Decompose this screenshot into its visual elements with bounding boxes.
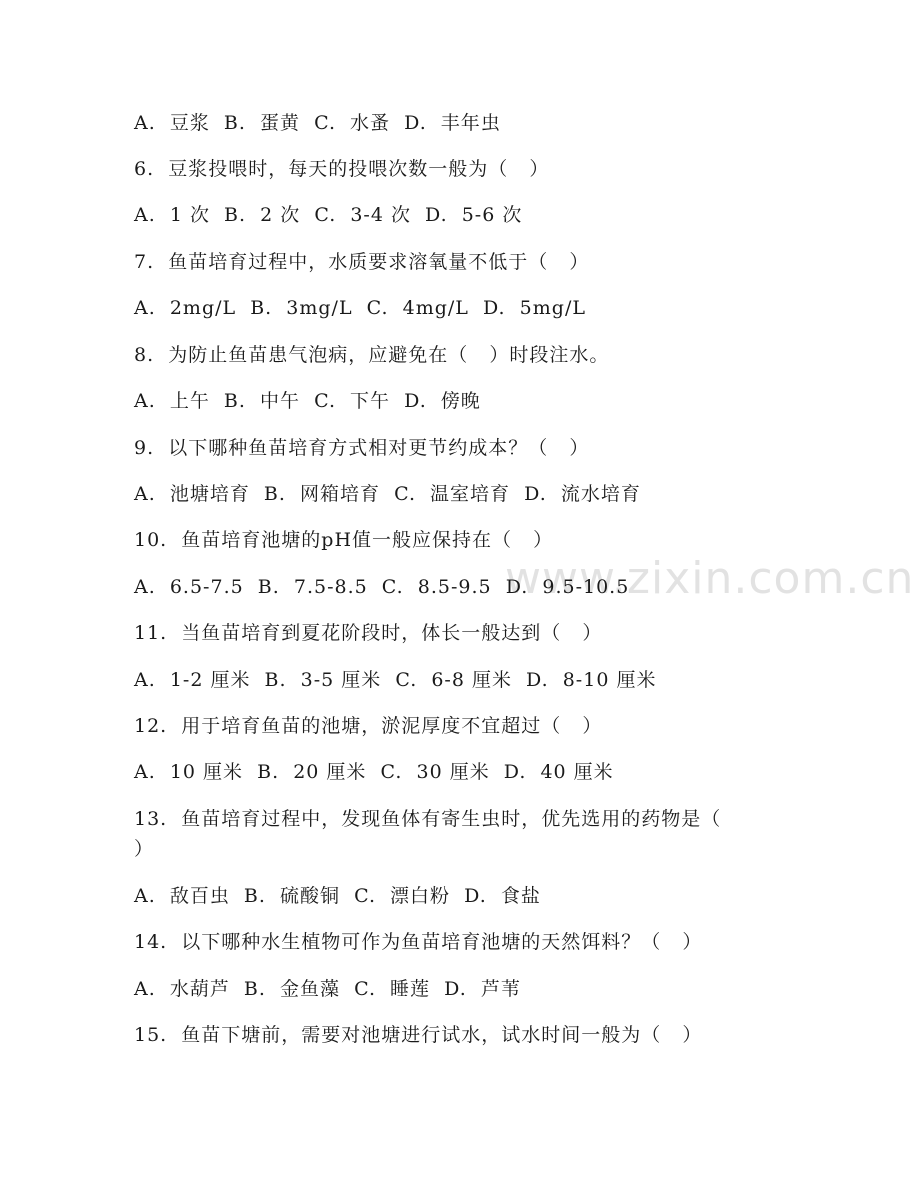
answer-options-q12: A. 10 厘米 B. 20 厘米 C. 30 厘米 D. 40 厘米 (134, 761, 614, 783)
answer-options-q6: A. 1 次 B. 2 次 C. 3-4 次 D. 5-6 次 (134, 204, 523, 226)
question-13: 13. 鱼苗培育过程中，发现鱼体有寄生虫时，优先选用的药物是（ (134, 808, 722, 830)
question-6: 6. 豆浆投喂时，每天的投喂次数一般为（ ） (134, 158, 550, 180)
question-7: 7. 鱼苗培育过程中，水质要求溶氧量不低于（ ） (134, 251, 590, 273)
answer-options-q8: A. 上午 B. 中午 C. 下午 D. 傍晚 (134, 390, 481, 412)
watermark: www.zixin.com.cn (505, 553, 915, 604)
question-13-continuation: ） (134, 838, 155, 860)
question-15: 15. 鱼苗下塘前，需要对池塘进行试水，试水时间一般为（ ） (134, 1024, 703, 1046)
answer-options-q13: A. 敌百虫 B. 硫酸铜 C. 漂白粉 D. 食盐 (134, 885, 541, 907)
question-11: 11. 当鱼苗培育到夏花阶段时，体长一般达到（ ） (134, 622, 603, 644)
answer-options-q5: A. 豆浆 B. 蛋黄 C. 水蚤 D. 丰年虫 (134, 112, 501, 134)
question-9: 9. 以下哪种鱼苗培育方式相对更节约成本？（ ） (134, 437, 590, 459)
question-14: 14. 以下哪种水生植物可作为鱼苗培育池塘的天然饵料？（ ） (134, 931, 703, 953)
question-10: 10. 鱼苗培育池塘的pH值一般应保持在（ ） (134, 529, 554, 551)
answer-options-q9: A. 池塘培育 B. 网箱培育 C. 温室培育 D. 流水培育 (134, 483, 641, 505)
answer-options-q7: A. 2mg/L B. 3mg/L C. 4mg/L D. 5mg/L (134, 297, 586, 319)
answer-options-q10: A. 6.5-7.5 B. 7.5-8.5 C. 8.5-9.5 D. 9.5-10.5 (134, 576, 630, 598)
answer-options-q11: A. 1-2 厘米 B. 3-5 厘米 C. 6-8 厘米 D. 8-10 厘米 (134, 669, 657, 691)
question-8: 8. 为防止鱼苗患气泡病，应避免在（ ）时段注水。 (134, 344, 610, 366)
answer-options-q14: A. 水葫芦 B. 金鱼藻 C. 睡莲 D. 芦苇 (134, 978, 521, 1000)
question-12: 12. 用于培育鱼苗的池塘，淤泥厚度不宜超过（ ） (134, 715, 603, 737)
